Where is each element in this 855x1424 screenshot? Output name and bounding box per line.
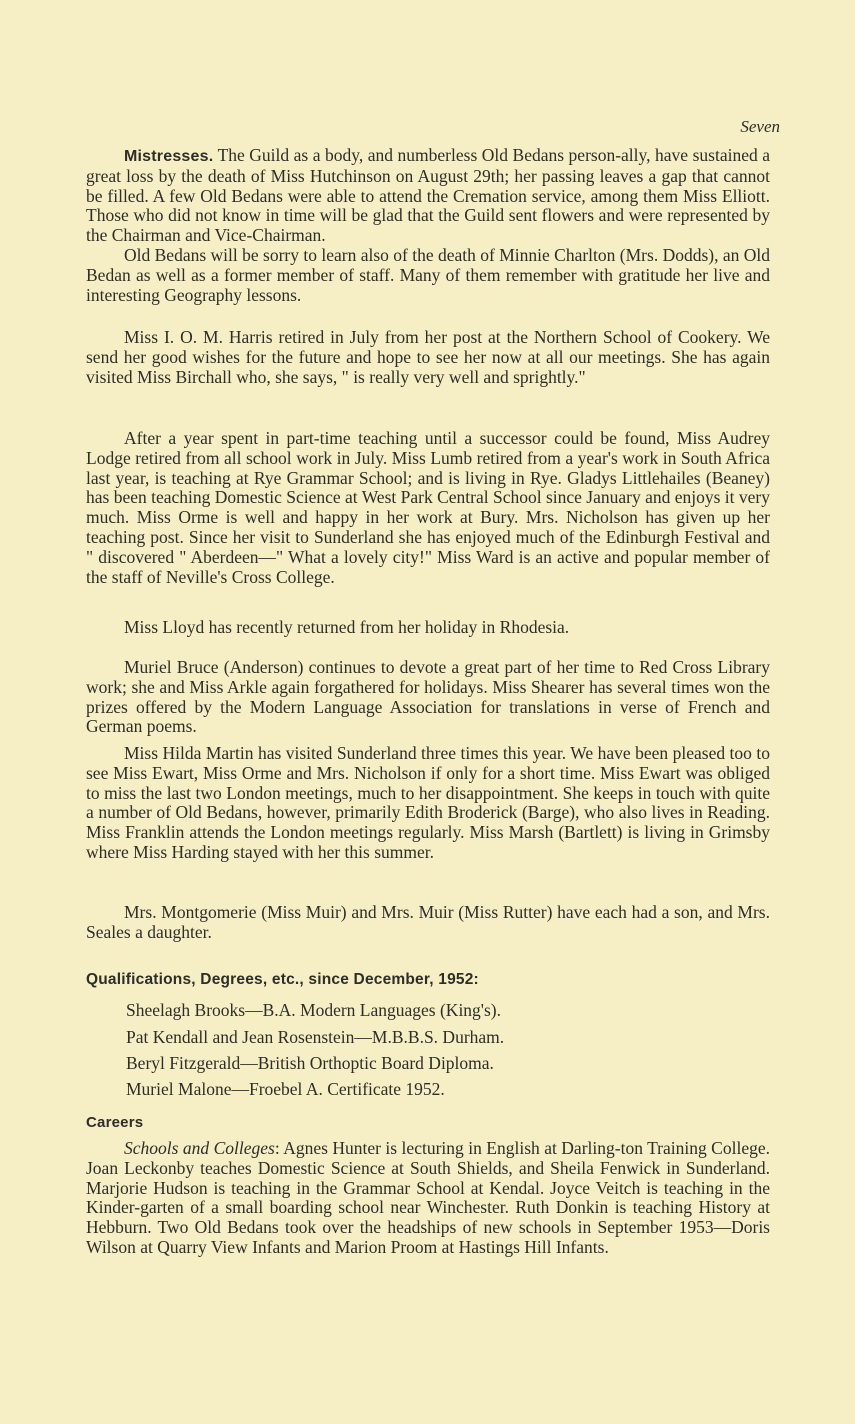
careers-text: Agnes Hunter is lecturing in English at Darling-ton Training College. Joan Leckonby teaches Domestic Science at South Shields, and Sheila Fenwick in Sunderland. Marjorie Hudson is teaching in the Grammar School at Kendal. Joyce Veitch is teaching in the Kinder-garten of a small boarding school near Winchester. Ruth Donkin is teaching History at Hebburn. Two Old Bedans took over the headships of new schools in September 1953—Doris Wilson at Quarry View Infants and Marion Proom at Hastings Hill Infants. [86,1138,770,1257]
careers-paragraph [86,1139,770,1258]
mistresses-paragraph-5: Miss Lloyd has recently returned from her holiday in Rhodesia. [124,617,570,637]
qualification-item: Sheelagh Brooks—B.A. Modern Languages (King's). [126,1000,501,1020]
mistresses-paragraph-7: Miss Hilda Martin has visited Sunderland three times this year. We have been pleased too to see Miss Ewart, Miss Orme and Mrs. Nicholson if only for a short time. Miss Ewart was obliged to miss the last two London meetings, much to her disappointment. She keeps in touch with quite a number of Old Bedans, however, primarily Edith Broderick (Barge), who also lives in Reading. Miss Franklin attends the London meetings regularly. Miss Marsh (Bartlett) is living in Grimsby where Miss Harding stayed with her this summer. [86,743,770,862]
careers-lead-colon: : [274,1138,280,1158]
qualifications-heading: Qualifications, Degrees, etc., since December, 1952: [86,971,479,988]
mistresses-paragraph-4: After a year spent in part-time teaching until a successor could be found, Miss Audrey Lodge retired from all school work in July. Miss Lumb retired from a year's work in South Africa last year, is teaching at Rye Grammar School; and is living in Rye. Gladys Littlehailes (Beaney) has been teaching Domestic Science at West Park Central School since January and enjoys it very much. Miss Orme is well and happy in her work at Bury. Mrs. Nicholson has given up her teaching post. Since her visit to Sunderland she has enjoyed much of the Edinburgh Festival and " discovered " Aberdeen—" What a lovely city!" Miss Ward is an active and popular member of the staff of Neville's Cross College. [86,428,770,587]
qualification-item: Muriel Malone—Froebel A. Certificate 1952. [126,1079,445,1099]
mistresses-paragraph-3: Miss I. O. M. Harris retired in July from her post at the Northern School of Cookery. We send her good wishes for the future and hope to see her now at all our meetings. She has again visited Miss Birchall who, she says, " is really very well and sprightly." [86,327,770,387]
careers-heading: Careers [86,1114,144,1131]
mistresses-paragraph-2: Old Bedans will be sorry to learn also of the death of Minnie Charlton (Mrs. Dodds), an Old Bedan as well as a former member of staff. Many of them remember with gratitude her live and interesting Geography lessons. [86,245,770,305]
mistresses-paragraph-8: Mrs. Montgomerie (Miss Muir) and Mrs. Muir (Miss Rutter) have each had a son, and Mrs. Seales a daughter. [86,902,770,942]
mistresses-paragraph-6: Muriel Bruce (Anderson) continues to devote a great part of her time to Red Cross Library work; she and Miss Arkle again forgathered for holidays. Miss Shearer has several times won the prizes offered by the Modern Language Association for translations in verse of French and German poems. [86,657,770,737]
careers-lead: Schools and Colleges [124,1138,275,1158]
page-number: Seven [740,117,780,136]
qualification-item: Beryl Fitzgerald—British Orthoptic Board Diploma. [126,1053,494,1073]
qualification-item: Pat Kendall and Jean Rosenstein—M.B.B.S. Durham. [126,1027,505,1047]
mistresses-p1-text: The Guild as a body, and numberless Old Bedans person-ally, have sustained a great loss by the death of Miss Hutchinson on August 29th; her passing leaves a gap that cannot be filled. A few Old Bedans were able to attend the Cremation service, among them Miss Elliott. Those who did not know in time will be glad that the Guild sent flowers and were represented by the Chairman and Vice-Chairman. [86,145,770,246]
mistresses-paragraph-1 [86,146,770,246]
mistresses-heading: Mistresses. [124,148,214,165]
